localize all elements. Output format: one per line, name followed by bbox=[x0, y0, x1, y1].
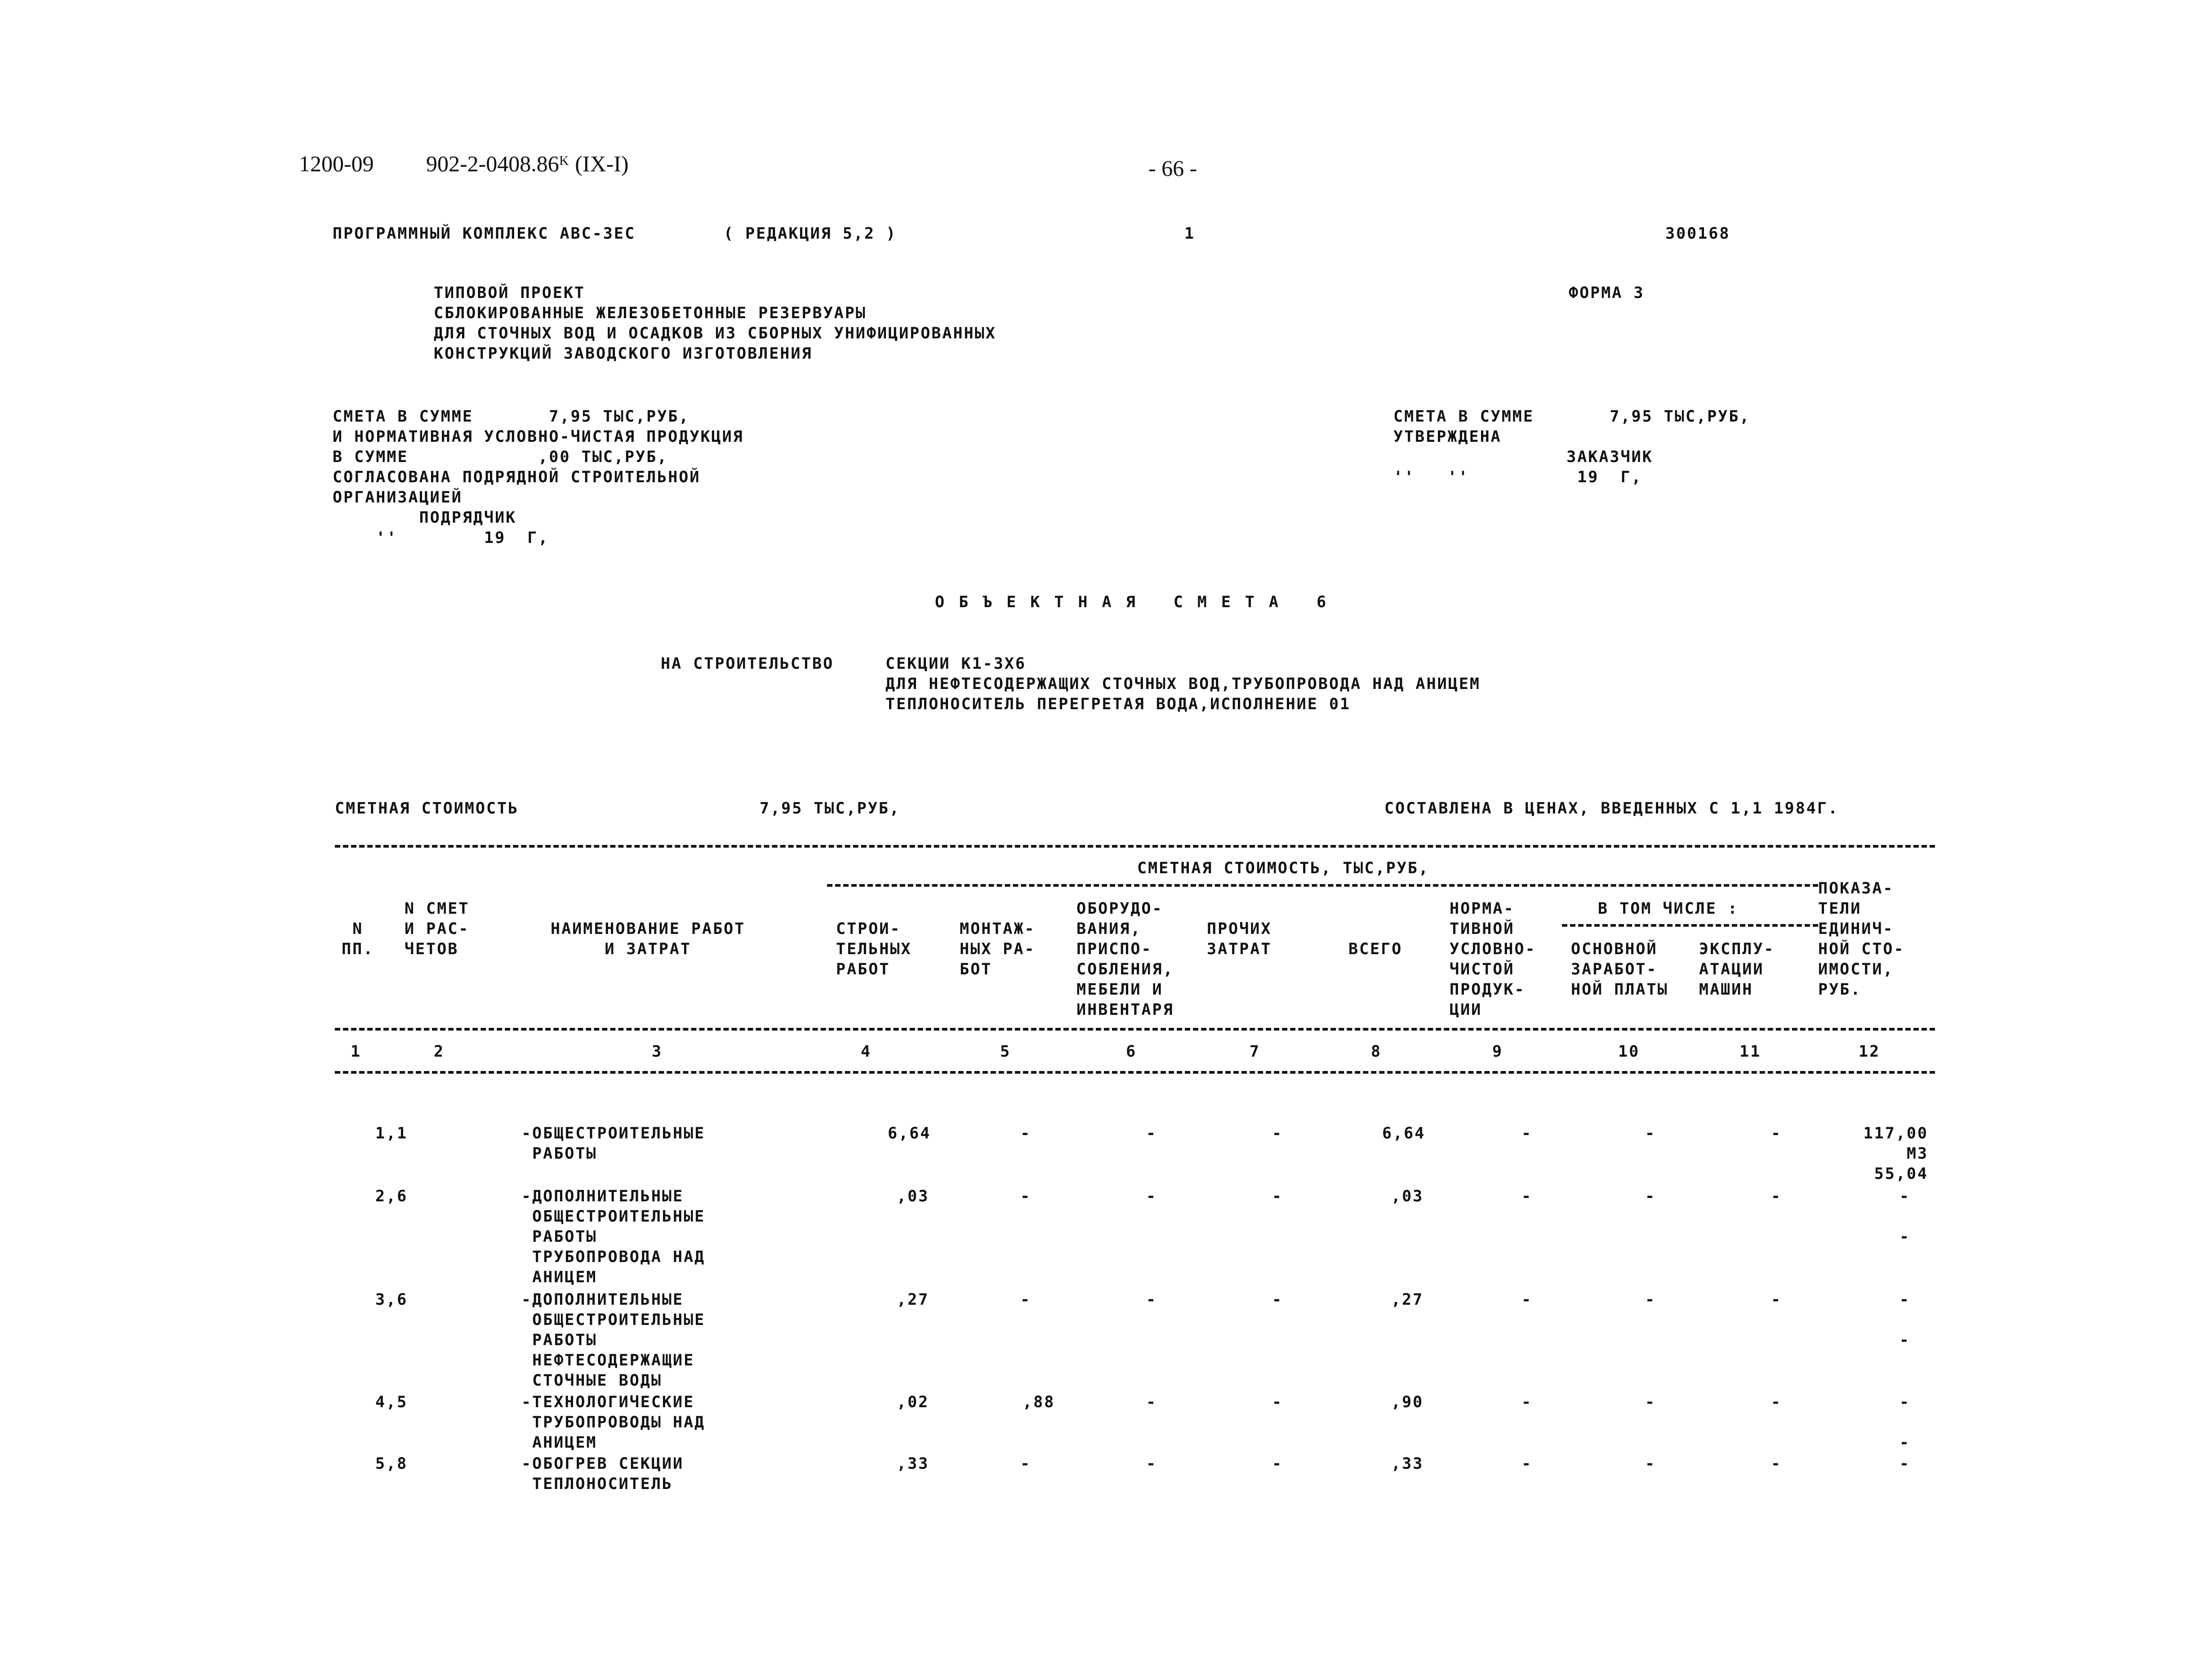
project-description bbox=[434, 283, 996, 364]
row-total: ,33 bbox=[1391, 1455, 1424, 1473]
project-line: ДЛЯ СТОЧНЫХ ВОД И ОСАДКОВ ИЗ СБОРНЫХ УНИФИЦИРОВАННЫХ bbox=[434, 324, 996, 342]
row-name: -ДОПОЛНИТЕЛЬНЫЕ ОБЩЕСТРОИТЕЛЬНЫЕ РАБОТЫ НЕФТЕСОДЕРЖАЩИЕ СТОЧНЫЕ ВОДЫ bbox=[521, 1291, 706, 1390]
row-unit: - bbox=[1899, 1455, 1910, 1473]
header-col-5: МОНТАЖ- НЫХ РА- БОТ bbox=[960, 920, 1036, 978]
col-number: 8 bbox=[1371, 1043, 1382, 1061]
header-col-11: ЭКСПЛУ- АТАЦИИ МАШИН bbox=[1699, 940, 1775, 999]
agreed-line: ПОДРЯДЧИК bbox=[333, 509, 517, 527]
subgroup-rule bbox=[827, 884, 1818, 887]
row-total: ,03 bbox=[1391, 1187, 1424, 1205]
agreed-block bbox=[333, 407, 744, 548]
header-col-8: ВСЕГО bbox=[1348, 940, 1403, 958]
row-wage: - bbox=[1645, 1124, 1656, 1142]
row-build: 6,64 bbox=[888, 1124, 931, 1142]
row-equip: - bbox=[1146, 1124, 1157, 1142]
col-number: 7 bbox=[1250, 1043, 1261, 1061]
row-mach: - bbox=[1771, 1124, 1782, 1142]
row-mach: - bbox=[1771, 1393, 1782, 1411]
project-code: 902-2-0408.86ᴷ (IX-I) bbox=[426, 151, 629, 176]
row-wage: - bbox=[1645, 1291, 1656, 1309]
row-equip: - bbox=[1146, 1187, 1157, 1205]
row-unit: 117,00 М3 55,04 bbox=[1863, 1124, 1928, 1183]
agreed-line: '' 19 Г, bbox=[333, 529, 549, 547]
subgroup-rule-incl bbox=[1562, 924, 1818, 927]
header-col-12: ПОКАЗА- ТЕЛИ ЕДИНИЧ- НОЙ СТО- ИМОСТИ, РУБ. bbox=[1818, 880, 1905, 999]
col-number: 6 bbox=[1126, 1043, 1137, 1061]
cost-value: 7,95 ТЫС,РУБ, bbox=[760, 800, 900, 818]
row-norm: - bbox=[1521, 1455, 1533, 1473]
row-build: ,27 bbox=[897, 1291, 930, 1309]
form-label: ФОРМА 3 bbox=[1569, 284, 1645, 302]
header-col-2: N СМЕТ И РАС- ЧЕТОВ bbox=[405, 900, 470, 958]
document-title: ОБЪЕКТНАЯ СМЕТА 6 bbox=[935, 593, 1341, 611]
header-col-1: N ПП. bbox=[342, 920, 374, 958]
header-col-10: ОСНОВНОЙ ЗАРАБОТ- НОЙ ПЛАТЫ bbox=[1571, 940, 1668, 999]
row-name: -ОБОГРЕВ СЕКЦИИ ТЕПЛОНОСИТЕЛЬ bbox=[521, 1455, 684, 1493]
document-code: 300168 bbox=[1665, 225, 1730, 243]
program-edition: ( РЕДАКЦИЯ 5,2 ) bbox=[724, 225, 897, 243]
header-col-9: НОРМА- ТИВНОЙ УСЛОВНО- ЧИСТОЙ ПРОДУК- ЦИИ bbox=[1450, 900, 1536, 1019]
row-build: ,33 bbox=[897, 1455, 930, 1473]
row-other: - bbox=[1272, 1455, 1283, 1473]
row-norm: - bbox=[1521, 1124, 1533, 1142]
row-unit: - - bbox=[1899, 1187, 1910, 1246]
header-group-incl: В ТОМ ЧИСЛЕ : bbox=[1598, 900, 1739, 918]
sheet-number: 1 bbox=[1184, 225, 1196, 243]
row-other: - bbox=[1272, 1393, 1283, 1411]
col-number: 12 bbox=[1859, 1043, 1881, 1061]
col-number: 3 bbox=[652, 1043, 663, 1061]
row-wage: - bbox=[1645, 1455, 1656, 1473]
table-top-rule bbox=[335, 845, 1935, 848]
row-norm: - bbox=[1521, 1187, 1533, 1205]
agreed-line: И НОРМАТИВНАЯ УСЛОВНО-ЧИСТАЯ ПРОДУКЦИЯ bbox=[333, 428, 744, 446]
col-number: 5 bbox=[1000, 1043, 1011, 1061]
row-number: 4,5 bbox=[375, 1393, 408, 1411]
col-number: 10 bbox=[1618, 1043, 1640, 1061]
col-number: 9 bbox=[1492, 1043, 1504, 1061]
cost-label: СМЕТНАЯ СТОИМОСТЬ bbox=[335, 800, 519, 818]
col-number: 2 bbox=[434, 1043, 445, 1061]
row-mach: - bbox=[1771, 1291, 1782, 1309]
row-number: 2,6 bbox=[375, 1187, 408, 1205]
row-total: ,90 bbox=[1391, 1393, 1424, 1411]
row-norm: - bbox=[1521, 1291, 1533, 1309]
row-other: - bbox=[1272, 1187, 1283, 1205]
row-number: 5,8 bbox=[375, 1455, 408, 1473]
row-build: ,02 bbox=[897, 1393, 930, 1411]
project-line: ТИПОВОЙ ПРОЕКТ bbox=[434, 284, 586, 302]
numbers-bottom-rule bbox=[335, 1071, 1935, 1074]
subject-line: ТЕПЛОНОСИТЕЛЬ ПЕРЕГРЕТАЯ ВОДА,ИСПОЛНЕНИЕ 01 bbox=[885, 695, 1351, 713]
program-name: ПРОГРАММНЫЙ КОМПЛЕКС АВС-3ЕС bbox=[333, 225, 636, 243]
row-wage: - bbox=[1645, 1187, 1656, 1205]
row-name: -ОБЩЕСТРОИТЕЛЬНЫЕ РАБОТЫ bbox=[521, 1124, 706, 1163]
header-col-7: ПРОЧИХ ЗАТРАТ bbox=[1207, 920, 1272, 958]
subject-label: НА СТРОИТЕЛЬСТВО bbox=[661, 655, 834, 673]
header-col-3: НАИМЕНОВАНИЕ РАБОТ И ЗАТРАТ bbox=[551, 920, 746, 958]
subject-line: СЕКЦИИ К1-3Х6 bbox=[885, 655, 1026, 673]
row-total: ,27 bbox=[1391, 1291, 1424, 1309]
approved-line: ЗАКАЗЧИК bbox=[1393, 448, 1653, 466]
row-other: - bbox=[1272, 1291, 1283, 1309]
row-norm: - bbox=[1521, 1393, 1533, 1411]
row-mount: - bbox=[1020, 1124, 1032, 1142]
approved-block bbox=[1393, 407, 1750, 488]
header-col-6: ОБОРУДО- ВАНИЯ, ПРИСПО- СОБЛЕНИЯ, МЕБЕЛИ И ИНВЕНТАРЯ bbox=[1076, 900, 1174, 1019]
col-number: 4 bbox=[861, 1043, 872, 1061]
row-mach: - bbox=[1771, 1455, 1782, 1473]
agreed-line: В СУММЕ ,00 ТЫС,РУБ, bbox=[333, 448, 668, 466]
row-name: -ДОПОЛНИТЕЛЬНЫЕ ОБЩЕСТРОИТЕЛЬНЫЕ РАБОТЫ ТРУБОПРОВОДА НАД АНИЦЕМ bbox=[521, 1187, 706, 1286]
row-number: 3,6 bbox=[375, 1291, 408, 1309]
row-unit: - - bbox=[1899, 1393, 1910, 1452]
page-number: - 66 - bbox=[1148, 156, 1197, 181]
row-equip: - bbox=[1146, 1393, 1157, 1411]
col-number: 1 bbox=[351, 1043, 362, 1061]
doc-code: 1200-09 bbox=[299, 151, 374, 176]
row-equip: - bbox=[1146, 1291, 1157, 1309]
row-mount: ,88 bbox=[1023, 1393, 1055, 1411]
agreed-line: ОРГАНИЗАЦИЕЙ bbox=[333, 489, 463, 507]
row-equip: - bbox=[1146, 1455, 1157, 1473]
row-name: -ТЕХНОЛОГИЧЕСКИЕ ТРУБОПРОВОДЫ НАД АНИЦЕМ bbox=[521, 1393, 706, 1452]
row-other: - bbox=[1272, 1124, 1283, 1142]
agreed-line: СОГЛАСОВАНА ПОДРЯДНОЙ СТРОИТЕЛЬНОЙ bbox=[333, 468, 701, 486]
row-mount: - bbox=[1020, 1291, 1032, 1309]
header-group-cost: СМЕТНАЯ СТОИМОСТЬ, ТЫС,РУБ, bbox=[1137, 859, 1429, 877]
row-mach: - bbox=[1771, 1187, 1782, 1205]
subject-lines bbox=[885, 654, 1481, 715]
row-build: ,03 bbox=[897, 1187, 930, 1205]
subject-line: ДЛЯ НЕФТЕСОДЕРЖАЩИХ СТОЧНЫХ ВОД,ТРУБОПРОВОДА НАД АНИЦЕМ bbox=[885, 675, 1481, 693]
header-bottom-rule bbox=[335, 1028, 1935, 1031]
agreed-line: СМЕТА В СУММЕ 7,95 ТЫС,РУБ, bbox=[333, 408, 690, 426]
row-total: 6,64 bbox=[1382, 1124, 1426, 1142]
row-unit: - - bbox=[1899, 1291, 1910, 1349]
header-col-4: СТРОИ- ТЕЛЬНЫХ РАБОТ bbox=[836, 920, 912, 978]
row-mount: - bbox=[1020, 1187, 1032, 1205]
project-line: СБЛОКИРОВАННЫЕ ЖЕЛЕЗОБЕТОННЫЕ РЕЗЕРВУАРЫ bbox=[434, 304, 867, 322]
row-mount: - bbox=[1020, 1455, 1032, 1473]
prices-note: СОСТАВЛЕНА В ЦЕНАХ, ВВЕДЕННЫХ С 1,1 1984Г. bbox=[1384, 800, 1839, 818]
row-wage: - bbox=[1645, 1393, 1656, 1411]
project-line: КОНСТРУКЦИЙ ЗАВОДСКОГО ИЗГОТОВЛЕНИЯ bbox=[434, 345, 813, 363]
approved-line: '' '' 19 Г, bbox=[1393, 468, 1642, 486]
approved-line: СМЕТА В СУММЕ 7,95 ТЫС,РУБ, bbox=[1393, 408, 1751, 426]
approved-line: УТВЕРЖДЕНА bbox=[1393, 428, 1502, 446]
row-number: 1,1 bbox=[375, 1124, 408, 1142]
col-number: 11 bbox=[1739, 1043, 1762, 1061]
